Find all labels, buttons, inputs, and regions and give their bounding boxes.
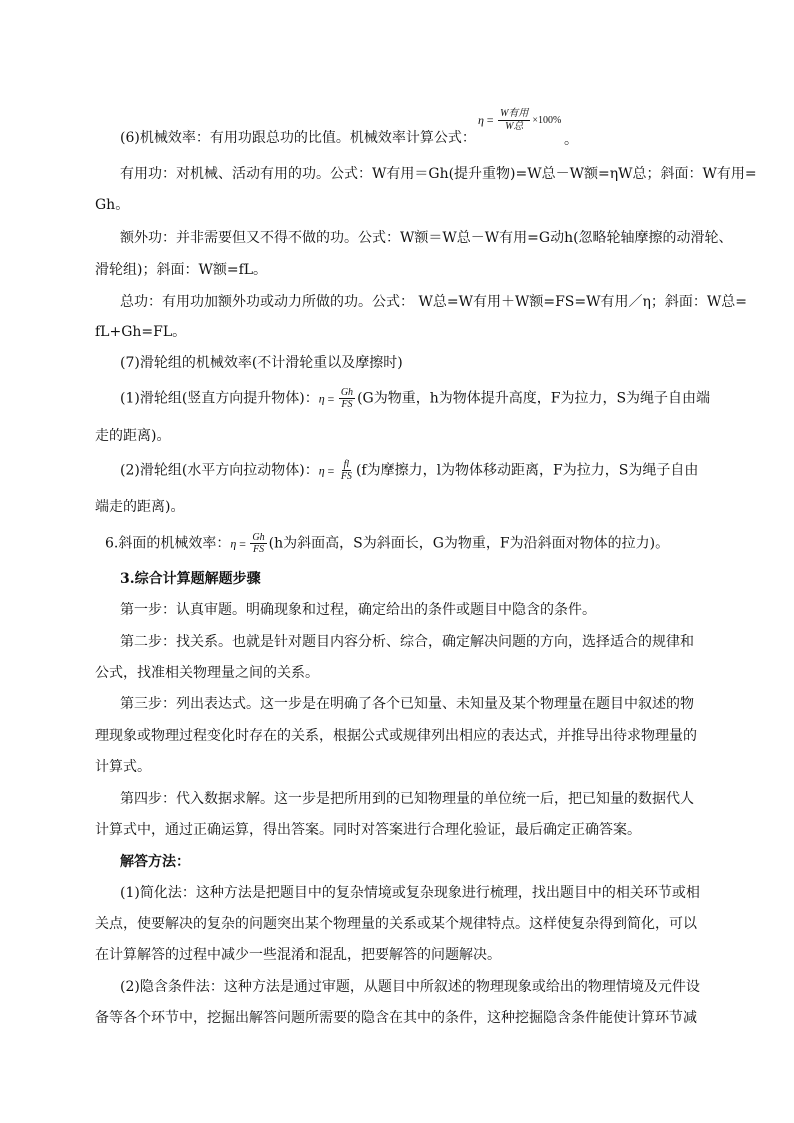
incline-label: 6.斜面的机械效率： xyxy=(105,535,231,552)
efficiency-definition-end xyxy=(564,130,578,150)
period-text: 。 xyxy=(564,132,578,148)
pulley-horizontal-label: (2)滑轮组(水平方向拉动物体)： xyxy=(120,462,319,479)
pulley-vertical-label: (1)滑轮组(竖直方向提升物体)： xyxy=(120,390,319,407)
formula-denominator: FS xyxy=(341,399,353,410)
formula-percent: ×100% xyxy=(532,115,562,126)
pulley-horizontal-note: (f为摩擦力，l为物体移动距离，F为拉力，S为绳子自由 xyxy=(355,462,699,479)
incline-efficiency-line xyxy=(105,532,669,555)
formula-fraction xyxy=(339,387,355,410)
pulley-horizontal-line-2: 端走的距离)。 xyxy=(95,499,185,515)
method-2-line-2: 备等各个环节中，挖掘出解答问题所需要的隐含在其中的条件，这种挖掘隐含条件能使计算环节减 xyxy=(95,1010,697,1026)
formula-denominator: FS xyxy=(252,544,265,555)
extra-work-line-2: 滑轮组)；斜面：W额=fL。 xyxy=(95,262,268,278)
formula-numerator: Gh xyxy=(340,387,354,398)
efficiency-definition-text: (6)机械效率：有用功跟总功的比值。机械效率计算公式： xyxy=(120,130,476,146)
formula-equals: = xyxy=(485,113,495,127)
formula-equals: = xyxy=(326,463,335,478)
formula-fraction xyxy=(250,532,266,555)
formula-eta: η xyxy=(478,113,484,127)
formula-equals: = xyxy=(238,536,247,551)
method-1-line-3: 在计算解答的过程中减少一些混淆和混乱，把要解答的问题解决。 xyxy=(95,947,501,963)
step-2-line: 第二步：找关系。也就是针对题目内容分析、综合，确定解决问题的方向，选择适合的规律和 xyxy=(120,634,694,650)
formula-fraction xyxy=(498,108,530,133)
step-4-line-2: 计算式中，通过正确运算，得出答案。同时对答案进行合理化验证，最后确定正确答案。 xyxy=(95,822,641,838)
total-work-line: 总功：有用功加额外功或动力所做的功。公式： W总=W有用＋W额=FS=W有用／η；斜面：W总= xyxy=(120,294,748,310)
pulley-horizontal-line xyxy=(120,459,698,482)
method-1-line: (1)简化法：这种方法是把题目中的复杂情境或复杂现象进行梳理，找出题目中的相关环节或相 xyxy=(120,885,700,901)
step-3-line: 第三步：列出表达式。这一步是在明确了各个已知量、未知量及某个物理量在题目中叙述的物 xyxy=(120,696,694,712)
formula-denominator: W总 xyxy=(505,121,524,132)
pulley-vertical-line-2: 走的距离)。 xyxy=(95,428,171,444)
formula-numerator: fl xyxy=(343,459,350,470)
pulley-vertical-note: (G为物重，h为物体提升高度，F为拉力，S为绳子自由端 xyxy=(357,390,711,407)
formula-numerator: Gh xyxy=(252,532,265,543)
efficiency-formula xyxy=(478,108,561,133)
extra-work-line: 额外功：并非需要但又不得不做的功。公式：W额＝W总－W有用=G动h(忽略轮轴摩擦的动滑轮、 xyxy=(120,230,733,246)
step-4-line: 第四步：代入数据求解。这一步是把所用到的已知物理量的单位统一后，把已知量的数据代人 xyxy=(120,791,694,807)
step-2-line-2: 公式，找准相关物理量之间的关系。 xyxy=(95,665,319,681)
formula-eta: η xyxy=(230,536,237,551)
section-heading-steps: 3.综合计算题解题步骤 xyxy=(120,571,261,587)
method-2-line: (2)隐含条件法：这种方法是通过审题，从题目中所叙述的物理现象或给出的物理情境及元件设 xyxy=(120,979,700,995)
pulley-vertical-line xyxy=(120,387,710,410)
method-1-line-2: 关点，使要解决的复杂的问题突出某个物理量的关系或某个规律特点。这样使复杂得到简化，可以 xyxy=(95,916,697,932)
step-3-line-2: 理现象或物理过程变化时存在的关系，根据公式或规律列出相应的表达式，并推导出待求物理量的 xyxy=(95,728,697,744)
formula-denominator: FS xyxy=(340,471,352,482)
pulley-efficiency-heading: (7)滑轮组的机械效率(不计滑轮重以及摩擦时) xyxy=(120,355,403,371)
formula-equals: = xyxy=(326,391,335,406)
efficiency-definition-line xyxy=(120,128,476,148)
incline-note: (h为斜面高，S为斜面长，G为物重，F为沿斜面对物体的拉力)。 xyxy=(268,535,670,552)
formula-eta: η xyxy=(318,463,325,478)
useful-work-line: 有用功：对机械、活动有用的功。公式：W有用＝Gh(提升重物)=W总－W额=ηW总；斜面：W有用= xyxy=(120,166,757,182)
useful-work-line-2: Gh。 xyxy=(95,197,130,213)
formula-eta: η xyxy=(318,391,325,406)
formula-fraction xyxy=(339,459,354,482)
section-heading-methods: 解答方法： xyxy=(120,854,190,870)
formula-numerator: W有用 xyxy=(500,108,529,119)
step-3-line-3: 计算式。 xyxy=(95,759,151,775)
step-1-line: 第一步：认真审题。明确现象和过程，确定给出的条件或题目中隐含的条件。 xyxy=(120,602,596,618)
total-work-line-2: fL+Gh=FL。 xyxy=(95,324,187,340)
